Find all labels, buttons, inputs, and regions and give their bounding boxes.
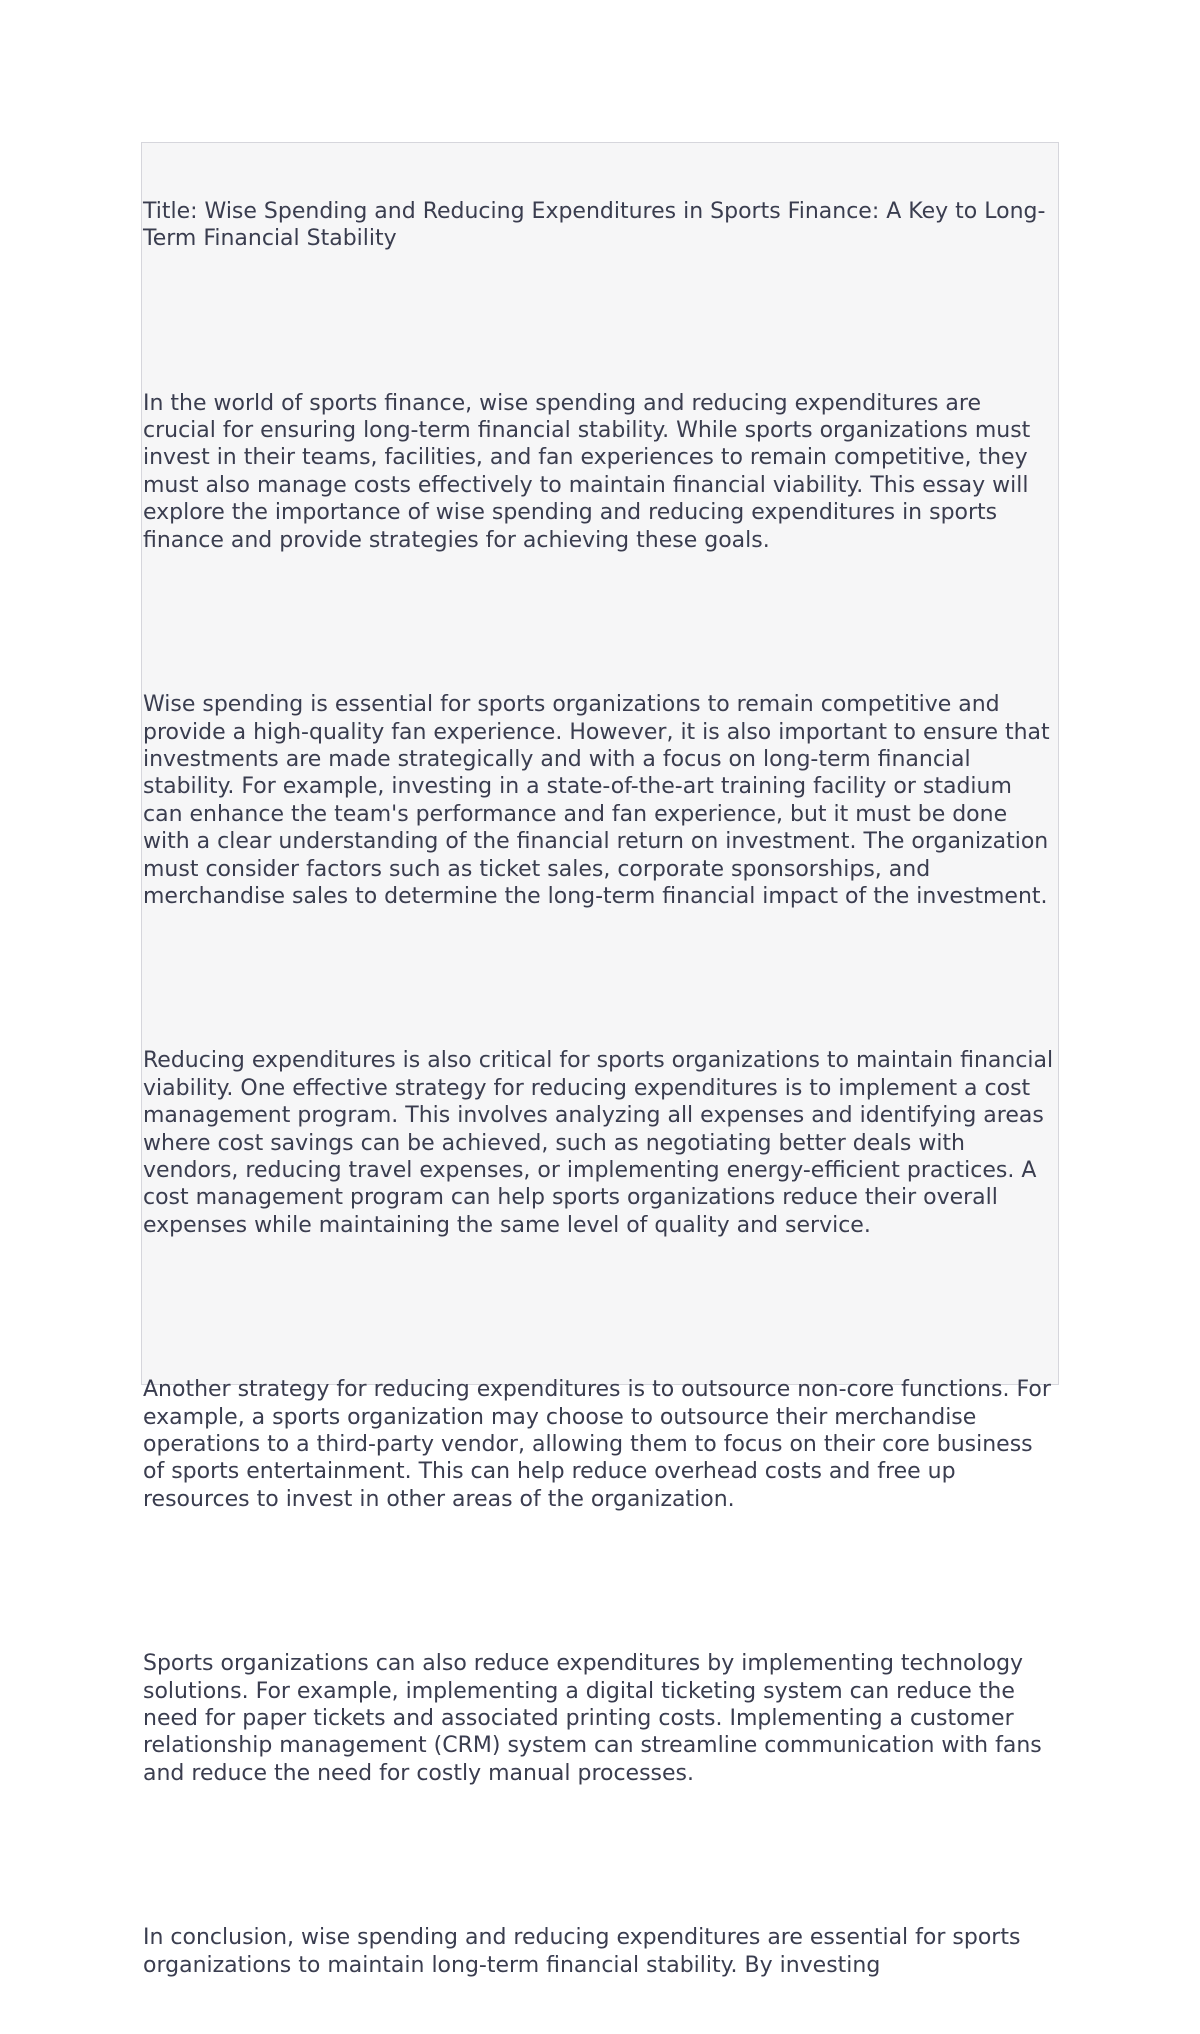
document-title: Title: Wise Spending and Reducing Expenditures in Sports Finance: A Key to Long-Term Financial Stability xyxy=(143,198,1046,252)
document-body xyxy=(142,143,1061,2034)
paragraph-gap xyxy=(143,965,1058,992)
paragraph-wise-spending: Wise spending is essential for sports organizations to remain competitive and provide a high-quality fan experience. However, it is also important to ensure that investments are made strategically and with a focus on long-term financial stability. For example, investing in a state-of-the-art training facility or stadium can enhance the team's performance and fan experience, but it must be done with a clear understanding of the financial return on investment. The organization must consider factors such as ticket sales, corporate sponsorships, and merchandise sales to determine the long-term financial impact of the investment. xyxy=(143,692,1057,909)
paragraph-gap xyxy=(143,1842,1058,1869)
paragraph-gap xyxy=(143,1294,1058,1321)
paragraph-gap xyxy=(143,609,1058,636)
paragraph-gap xyxy=(143,307,1058,334)
paragraph-gap xyxy=(143,1568,1058,1595)
document-text-box xyxy=(141,142,1061,1978)
paragraph-reducing-expenditures: Reducing expenditures is also critical for sports organizations to maintain financial viability. One effective strategy for reducing expenditures is to implement a cost management program. This involves analyzing all expenses and identifying areas where cost savings can be achieved, such as negotiating better deals with vendors, reducing travel expenses, or implementing energy-efficient practices. A cost management program can help sports organizations reduce their overall expenses while maintaining the same level of quality and service. xyxy=(143,1048,1061,1238)
paragraph-technology: Sports organizations can also reduce expenditures by implementing technology solutions. For example, implementing a digital ticketing system can reduce the need for paper tickets and associated printing costs. Implementing a customer relationship management (CRM) system can streamline communication with fans and reduce the need for costly manual processes. xyxy=(143,1651,1049,1786)
paragraph-conclusion: In conclusion, wise spending and reducing expenditures are essential for sports organizations to maintain long-term financial stability. By investing xyxy=(143,1925,1028,1978)
paragraph-outsourcing: Another strategy for reducing expenditures is to outsource non-core functions. For example, a sports organization may choose to outsource their merchandise operations to a third-party vendor, allowing them to focus on their core business of sports entertainment. This can help reduce overhead costs and free up resources to invest in other areas of the organization. xyxy=(143,1377,1058,1512)
paragraph-intro: In the world of sports finance, wise spending and reducing expenditures are crucial for ensuring long-term financial stability. While sports organizations must invest in their teams, facilities, and fan experiences to remain competitive, they must also manage costs effectively to maintain financial viability. This essay will explore the importance of wise spending and reducing expenditures in sports finance and provide strategies for achieving these goals. xyxy=(143,390,1038,553)
